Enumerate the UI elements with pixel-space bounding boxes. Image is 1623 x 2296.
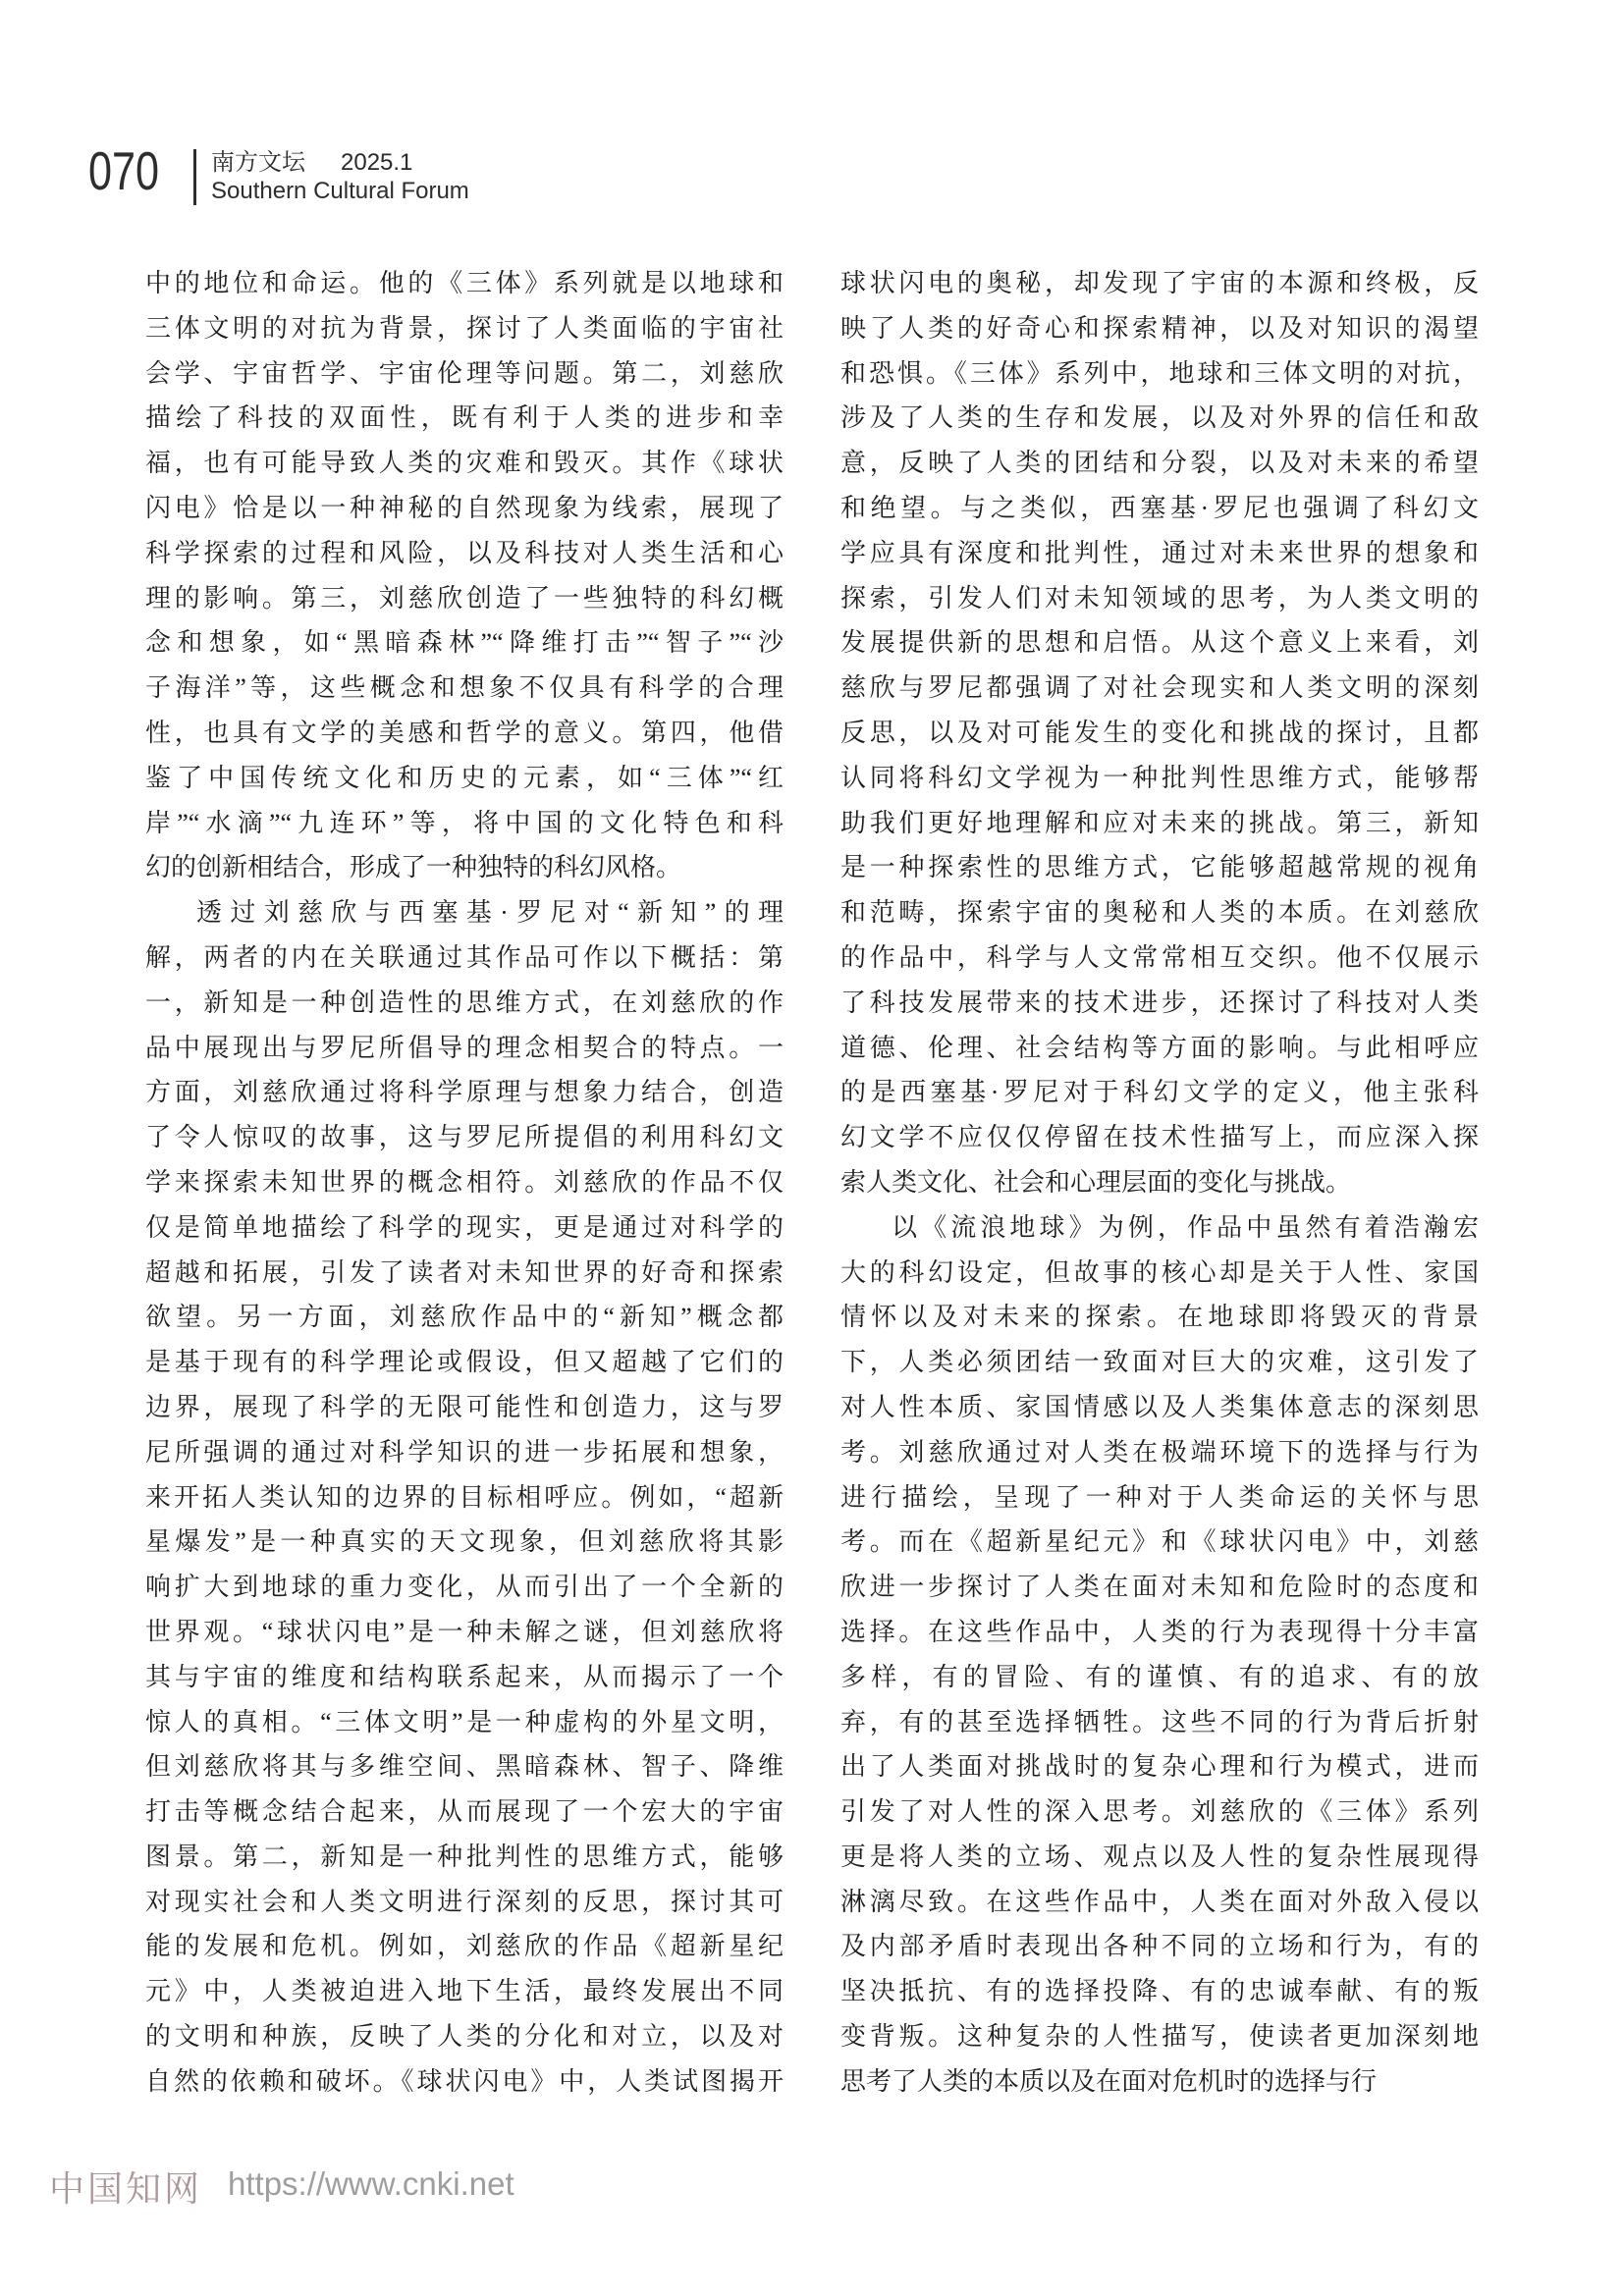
text-line: 幻的创新相结合，形成了一种独特的科幻风格。: [145, 853, 682, 882]
text-line: 坚决抵抗、有的选择投降、有的忠诚奉献、有的叛: [840, 1977, 1479, 2006]
text-line: 考。刘慈欣通过对人类在极端环境下的选择与行为: [840, 1437, 1479, 1467]
text-line: 更是将人类的立场、观点以及人性的复杂性展现得: [840, 1842, 1479, 1871]
text-line: 一，新知是一种创造性的思维方式，在刘慈欣的作: [145, 988, 784, 1017]
text-line: 描绘了科技的双面性，既有利于人类的进步和幸: [145, 403, 784, 433]
text-line: 方面，刘慈欣通过将科学原理与想象力结合，创造: [145, 1078, 784, 1107]
text-line: 和绝望。与之类似，西塞基·罗尼也强调了科幻文: [840, 493, 1479, 522]
journal-title-row: [211, 148, 469, 177]
text-line: 理的影响。第三，刘慈欣创造了一些独特的科幻概: [145, 583, 784, 613]
text-line: 和范畴，探索宇宙的奥秘和人类的本质。在刘慈欣: [840, 898, 1479, 928]
text-line: 科学探索的过程和风险，以及科技对人类生活和心: [145, 538, 784, 567]
journal-name-cn: 南方文坛: [211, 149, 305, 176]
text-line: 出了人类面对挑战时的复杂心理和行为模式，进而: [840, 1752, 1479, 1782]
text-line: 索人类文化、社会和心理层面的变化与挑战。: [840, 1167, 1352, 1197]
cnki-watermark-logo: 中国知网: [49, 2168, 203, 2209]
text-line: 情怀以及对未来的探索。在地球即将毁灭的背景: [840, 1303, 1479, 1332]
text-line: 星爆发”是一种真实的天文现象，但刘慈欣将其影: [145, 1527, 784, 1557]
text-line: 引发了对人性的深入思考。刘慈欣的《三体》系列: [840, 1797, 1479, 1827]
text-line: 了科技发展带来的技术进步，还探讨了科技对人类: [840, 988, 1479, 1017]
text-line: 下，人类必须团结一致面对巨大的灾难，这引发了: [840, 1348, 1479, 1377]
text-line: 会学、宇宙哲学、宇宙伦理等问题。第二，刘慈欣: [145, 358, 784, 388]
text-line: 探索，引发人们对未知领域的思考，为人类文明的: [840, 583, 1479, 613]
text-line: 考。而在《超新星纪元》和《球状闪电》中，刘慈: [840, 1527, 1479, 1557]
text-line: 弃，有的甚至选择牺牲。这些不同的行为背后折射: [840, 1707, 1479, 1736]
text-line: 鉴了中国传统文化和历史的元素，如“三体”“红: [145, 763, 784, 792]
text-line: 以《流浪地球》为例，作品中虽然有着浩瀚宏: [892, 1212, 1479, 1242]
text-line: 自然的依赖和破坏。《球状闪电》中，人类试图揭开: [145, 2066, 784, 2096]
text-line: 幻文学不应仅仅停留在技术性描写上，而应深入探: [840, 1123, 1479, 1152]
journal-issue: 2025.1: [341, 149, 413, 176]
text-line: 欣进一步探讨了人类在面对未知和危险时的态度和: [840, 1573, 1479, 1602]
text-line: 了令人惊叹的故事，这与罗尼所提倡的利用科幻文: [145, 1123, 784, 1152]
text-line: 对人性本质、家国情感以及人类集体意志的深刻思: [840, 1392, 1479, 1421]
page-number: 070: [88, 140, 160, 202]
text-line: 性，也具有文学的美感和哲学的意义。第四，他借: [145, 718, 784, 747]
text-line: 及内部矛盾时表现出各种不同的立场和行为，有的: [840, 1932, 1479, 1961]
text-line: 球状闪电的奥秘，却发现了宇宙的本源和终极，反: [840, 269, 1479, 297]
text-line: 反思，以及对可能发生的变化和挑战的探讨，且都: [840, 718, 1479, 747]
text-line: 的作品中，科学与人文常常相互交织。他不仅展示: [840, 942, 1479, 972]
text-line: 三体文明的对抗为背景，探讨了人类面临的宇宙社: [145, 313, 784, 343]
text-line: 闪电》恰是以一种神秘的自然现象为线索，展现了: [145, 493, 784, 522]
text-line: 超越和拓展，引发了读者对未知世界的好奇和探索: [145, 1257, 784, 1287]
text-line: 和恐惧。《三体》系列中，地球和三体文明的对抗，: [840, 358, 1479, 388]
text-line: 边界，展现了科学的无限可能性和创造力，这与罗: [145, 1392, 784, 1421]
text-line: 思考了人类的本质以及在面对危机时的选择与行: [840, 2066, 1378, 2096]
text-line: 道德、伦理、社会结构等方面的影响。与此相呼应: [840, 1033, 1479, 1062]
text-line: 选择。在这些作品中，人类的行为表现得十分丰富: [840, 1617, 1479, 1646]
text-line: 涉及了人类的生存和发展，以及对外界的信任和敌: [840, 403, 1479, 433]
text-line: 来开拓人类认知的边界的目标相呼应。例如，“超新: [145, 1482, 784, 1512]
text-line: 解，两者的内在关联通过其作品可作以下概括：第: [145, 942, 784, 972]
text-line: 岸”“水滴”“九连环”等，将中国的文化特色和科: [145, 808, 784, 837]
text-line: 福，也有可能导致人类的灾难和毁灭。其作《球状: [145, 449, 784, 478]
journal-info: [211, 148, 469, 205]
text-line: 学来探索未知世界的概念相符。刘慈欣的作品不仅: [145, 1167, 784, 1197]
text-line: 学应具有深度和批判性，通过对未来世界的想象和: [840, 538, 1479, 567]
text-line: 品中展现出与罗尼所倡导的理念相契合的特点。一: [145, 1033, 784, 1062]
text-line: 是一种探索性的思维方式，它能够超越常规的视角: [840, 853, 1479, 882]
text-line: 助我们更好地理解和应对未来的挑战。第三，新知: [840, 808, 1479, 837]
text-line: 意，反映了人类的团结和分裂，以及对未来的希望: [840, 449, 1479, 478]
cnki-watermark-url: https://www.cnki.net: [228, 2165, 514, 2202]
text-line: 响扩大到地球的重力变化，从而引出了一个全新的: [145, 1573, 784, 1602]
text-line: 是基于现有的科学理论或假设，但又超越了它们的: [145, 1348, 784, 1377]
text-line: 能的发展和危机。例如，刘慈欣的作品《超新星纪: [145, 1932, 784, 1961]
text-line: 图景。第二，新知是一种批判性的思维方式，能够: [145, 1842, 784, 1871]
text-line: 但刘慈欣将其与多维空间、黑暗森林、智子、降维: [145, 1752, 784, 1782]
text-line: 其与宇宙的维度和结构联系起来，从而揭示了一个: [145, 1662, 784, 1691]
text-line: 子海洋”等，这些概念和想象不仅具有科学的合理: [145, 673, 784, 703]
text-line: 发展提供新的思想和启悟。从这个意义上来看，刘: [840, 628, 1479, 658]
text-line: 淋漓尽致。在这些作品中，人类在面对外敌入侵以: [840, 1887, 1479, 1916]
text-line: 打击等概念结合起来，从而展现了一个宏大的宇宙: [145, 1797, 784, 1827]
text-line: 多样，有的冒险、有的谨慎、有的追求、有的放: [840, 1662, 1479, 1691]
text-line: 映了人类的好奇心和探索精神，以及对知识的渴望: [840, 313, 1479, 343]
text-line: 对现实社会和人类文明进行深刻的反思，探讨其可: [145, 1887, 784, 1916]
text-line: 慈欣与罗尼都强调了对社会现实和人类文明的深刻: [840, 673, 1479, 703]
text-line: 进行描绘，呈现了一种对于人类命运的关怀与思: [840, 1482, 1479, 1512]
left-column: [145, 261, 784, 2105]
right-column: [840, 261, 1479, 2105]
text-line: 元》中，人类被迫进入地下生活，最终发展出不同: [145, 1977, 784, 2006]
text-line: 仅是简单地描绘了科学的现实，更是通过对科学的: [145, 1212, 784, 1242]
text-line: 欲望。另一方面，刘慈欣作品中的“新知”概念都: [145, 1303, 784, 1332]
journal-name-en: Southern Cultural Forum: [211, 178, 469, 204]
text-line: 世界观。“球状闪电”是一种未解之谜，但刘慈欣将: [145, 1617, 784, 1646]
text-line: 惊人的真相。“三体文明”是一种虚构的外星文明，: [145, 1707, 784, 1736]
text-line: 中的地位和命运。他的《三体》系列就是以地球和: [145, 269, 784, 297]
text-line: 尼所强调的通过对科学知识的进一步拓展和想象，: [145, 1437, 784, 1467]
text-line: 大的科幻设定，但故事的核心却是关于人性、家国: [840, 1257, 1479, 1287]
text-line: 认同将科幻文学视为一种批判性思维方式，能够帮: [840, 763, 1479, 792]
text-line: 变背叛。这种复杂的人性描写，使读者更加深刻地: [840, 2022, 1479, 2052]
header-divider: [193, 149, 196, 205]
text-line: 念和想象，如“黑暗森林”“降维打击”“智子”“沙: [145, 628, 784, 658]
text-line: 透过刘慈欣与西塞基·罗尼对“新知”的理: [196, 898, 784, 928]
text-line: 的文明和种族，反映了人类的分化和对立，以及对: [145, 2022, 784, 2052]
text-line: 的是西塞基·罗尼对于科幻文学的定义，他主张科: [840, 1078, 1479, 1107]
